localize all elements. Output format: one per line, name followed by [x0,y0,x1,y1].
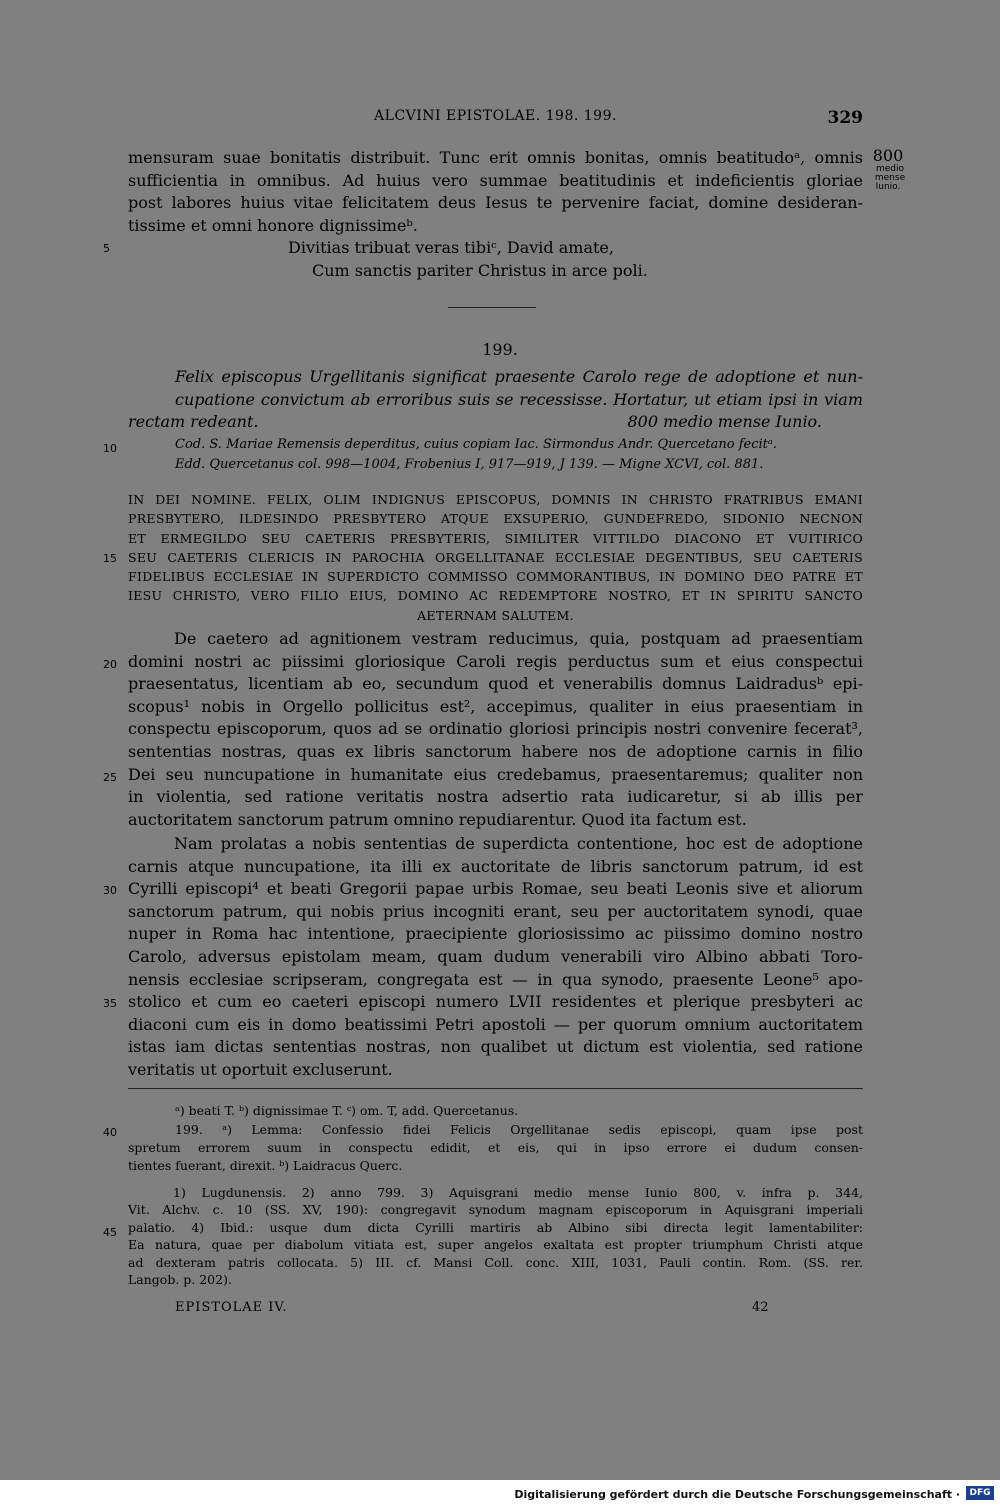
text-line: Carolo, adversus epistolam meam, quam dudum venerabili viro Albino abbati Toro- [128,946,863,966]
line-number: 10 [103,442,117,455]
summary-line: cupatione convictum ab erroribus suis se recessisse. Hortatur, ut etiam ipsi in viam [175,389,863,409]
address-line: FIDELIBUS ECCLESIAE IN SUPERDICTO COMMISSO COMMORANTIBUS, IN DOMINO DEO PATRE ET [128,569,863,585]
side-note-year: 800 [872,146,904,165]
text-line: nuper in Roma hac intentione, praecipiente gloriosissimo ac piissimo domino nostro [128,924,863,944]
text-line: in violentia, sed ratione veritatis nostra adsertio rata iudicaretur, si ab illis per [128,787,863,807]
text-line: veritatis ut oportuit excluserunt. [128,1059,393,1079]
text-line: domini nostri ac piissimi gloriosique Caroli regis perductus sum et eius conspectui [128,651,863,671]
verse-line-2: Cum sanctis pariter Christus in arce poli. [312,261,648,280]
letter-number: 199. [482,340,518,359]
line-number: 30 [103,884,117,897]
text-line: sententias nostras, quas ex libris sanctorum habere nos de adoptione carnis in filio [128,741,863,761]
line-number: 15 [103,552,117,565]
text-line: sufficientia in omnibus. Ad huius vero summae beatitudinis et indeficientis gloriae [128,170,863,190]
letter-summary [175,366,863,411]
address-line: ET ERMEGILDO SEU CAETERIS PRESBYTERIS, SIMILITER VITTILDO DIACONO ET VUITIRICO [128,530,863,546]
text-line: De caetero ad agnitionem vestram reducimus, quia, postquam ad praesentiam [174,629,863,648]
text-line: tissime et omni honore dignissimeᵇ. [128,215,418,235]
address-line: SEU CAETERIS CLERICIS IN PAROCHIA ORGELLITANAE ECCLESIAE DEGENTIBUS, SEU CAETERIS [128,549,863,565]
running-header [128,108,863,132]
address-line: AETERNAM SALUTEM. [417,607,574,623]
digitization-credit[interactable]: Digitalisierung gefördert durch die Deutsche Forschungsgemeinschaft · [514,1488,960,1501]
source-manuscript: Cod. S. Mariae Remensis deperditus, cuius copiam Iac. Sirmondus Andr. Quercetano fecitᵃ. [175,437,777,452]
text-line: istas iam dictas sententias nostras, non qualibet ut dictum est violentia, sed ratione [128,1037,863,1057]
footnote-line: 1) Lugdunensis. 2) anno 799. 3) Aquisgrani medio mense Iunio 800, v. infra p. 344, [173,1185,863,1200]
side-note-label-1: medio mense [874,164,906,183]
source-editions: Edd. Quercetanus col. 998—1004, Frobenius I, 917—919, J 139. — Migne XCVI, col. 881. [175,457,764,472]
text-line: Dei seu nuncupatione in humanitate eius credebamus, praesentaremus; qualiter non [128,764,863,784]
section-divider [448,307,536,308]
apparatus-block [128,1139,863,1174]
text-line: stolico et cum eo caeteri episcopi numero LVII residentes et plerique presbyteri ac [128,992,863,1012]
footnote-line: Vit. Alchv. c. 10 (SS. XV, 190): congregavit synodum magnam episcoporum in Aquisgrani imperiali [128,1202,863,1217]
footnote-line: Langob. p. 202). [128,1272,232,1287]
address-line: PRESBYTERO, ILDESINDO PRESBYTERO ATQUE EXSUPERIO, GUNDEFREDO, SIDONIO NECNON [128,511,863,527]
text-line: mensuram suae bonitatis distribuit. Tunc erit omnis bonitas, omnis beatitudoᵃ, omnis [128,148,863,167]
text-line: scopus¹ nobis in Orgello pollicitus est², accepimus, qualiter in eius praesentiam in [128,696,863,716]
summary-date: 800 medio mense Iunio. [627,412,822,431]
text-line: sanctorum patrum, qui nobis prius incogniti erant, seu per auctoritatem synodi, quae [128,901,863,921]
paragraph-2 [128,833,863,1082]
text-line: carnis atque nuncupatione, ita illi ex auctoritate de libris sanctorum patrum, id est [128,856,863,876]
apparatus-line: tientes fuerant, direxit. ᵇ) Laidracus Querc. [128,1157,403,1173]
text-line: Cyrilli episcopi⁴ et beati Gregorii papae urbis Romae, seu beati Leonis sive et aliorum [128,879,863,899]
text-line: post labores huius vitae felicitatem deus Iesus te pervenire faciat, domine desideran- [128,193,863,213]
address-line: IN DEI NOMINE. FELIX, OLIM INDIGNUS EPISCOPUS, DOMNIS IN CHRISTO FRATRIBUS EMANI [128,492,863,507]
dfg-logo[interactable]: DFG [966,1486,994,1500]
text-line: praesentatus, licentiam ab eo, secundum quod et venerabilis domnus Laidradusᵇ epi- [128,674,863,694]
footnotes-block [128,1201,863,1289]
footnote-line: Ea natura, quae per diabolum vitiata est, super angelos exaltata est propter triumphum Christi atque [128,1237,863,1252]
line-number: 5 [103,242,110,255]
side-note [868,146,908,192]
letter-address [128,490,863,625]
text-line: conspectu episcoporum, quos ad se ordinatio gloriosi principis nostri convenire fecerat³, [128,719,863,739]
text-line: nensis ecclesiae scripseram, congregata est — in qua synodo, praesente Leone⁵ apo- [128,969,863,989]
apparatus-line: 199. ᵃ) Lemma: Confessio fidei Felicis Orgellitanae sedis episcopi, quam ipse post [175,1122,863,1137]
text-line: diaconi cum eis in domo beatissimi Petri apostoli — per quorum omnium auctoritatem [128,1014,863,1034]
footnote-line: ad dexteram patris collocata. 5) III. cf. Mansi Coll. conc. XIII, 1031, Pauli contin. Rom. (SS. rer. [128,1254,863,1270]
text-line: auctoritatem sanctorum patrum omnino repudiarentur. Quod ita factum est. [128,809,747,829]
text-line: Nam prolatas a nobis sententias de superdicta contentione, hoc est de adoptione [174,834,863,853]
apparatus-line: spretum errorem suum in conspectu edidit, et eis, qui in ipso errore ei dudum consen- [128,1140,863,1155]
footnote-rule [128,1088,863,1089]
top-text [128,147,863,237]
footnote-line: palatio. 4) Ibid.: usque dum dicta Cyrilli martiris ab Albino sibi directa legit lamentabiliter: [128,1219,863,1235]
line-number: 35 [103,997,117,1010]
summary-line: Felix episcopus Urgellitanis significat praesente Carolo rege de adoptione et nun- [175,367,863,386]
apparatus-block [175,1121,863,1139]
line-number: 40 [103,1126,117,1139]
side-note-label-2: Iunio. [875,182,901,192]
line-number: 20 [103,658,117,671]
summary-last-line: rectam redeant. [128,412,259,431]
apparatus-line: ᵃ) beati T. ᵇ) dignissimae T. ᶜ) om. T, add. Quercetanus. [175,1103,519,1118]
page-number: 329 [827,108,863,128]
address-line: IESU CHRISTO, VERO FILIO EIUS, DOMINO AC REDEMPTORE NOSTRO, ET IN SPIRITU SANCTO [128,588,863,604]
sheet-number: 42 [752,1300,769,1315]
line-number: 25 [103,771,117,784]
paragraph-1 [128,628,863,831]
verse-line-1: Divitias tribuat veras tibiᶜ, David amate, [288,238,614,257]
line-number: 45 [103,1226,117,1239]
signature-mark: EPISTOLAE IV. [175,1300,288,1315]
running-title: ALCVINI EPISTOLAE. 198. 199. [374,108,617,124]
footnotes-first [173,1184,863,1202]
